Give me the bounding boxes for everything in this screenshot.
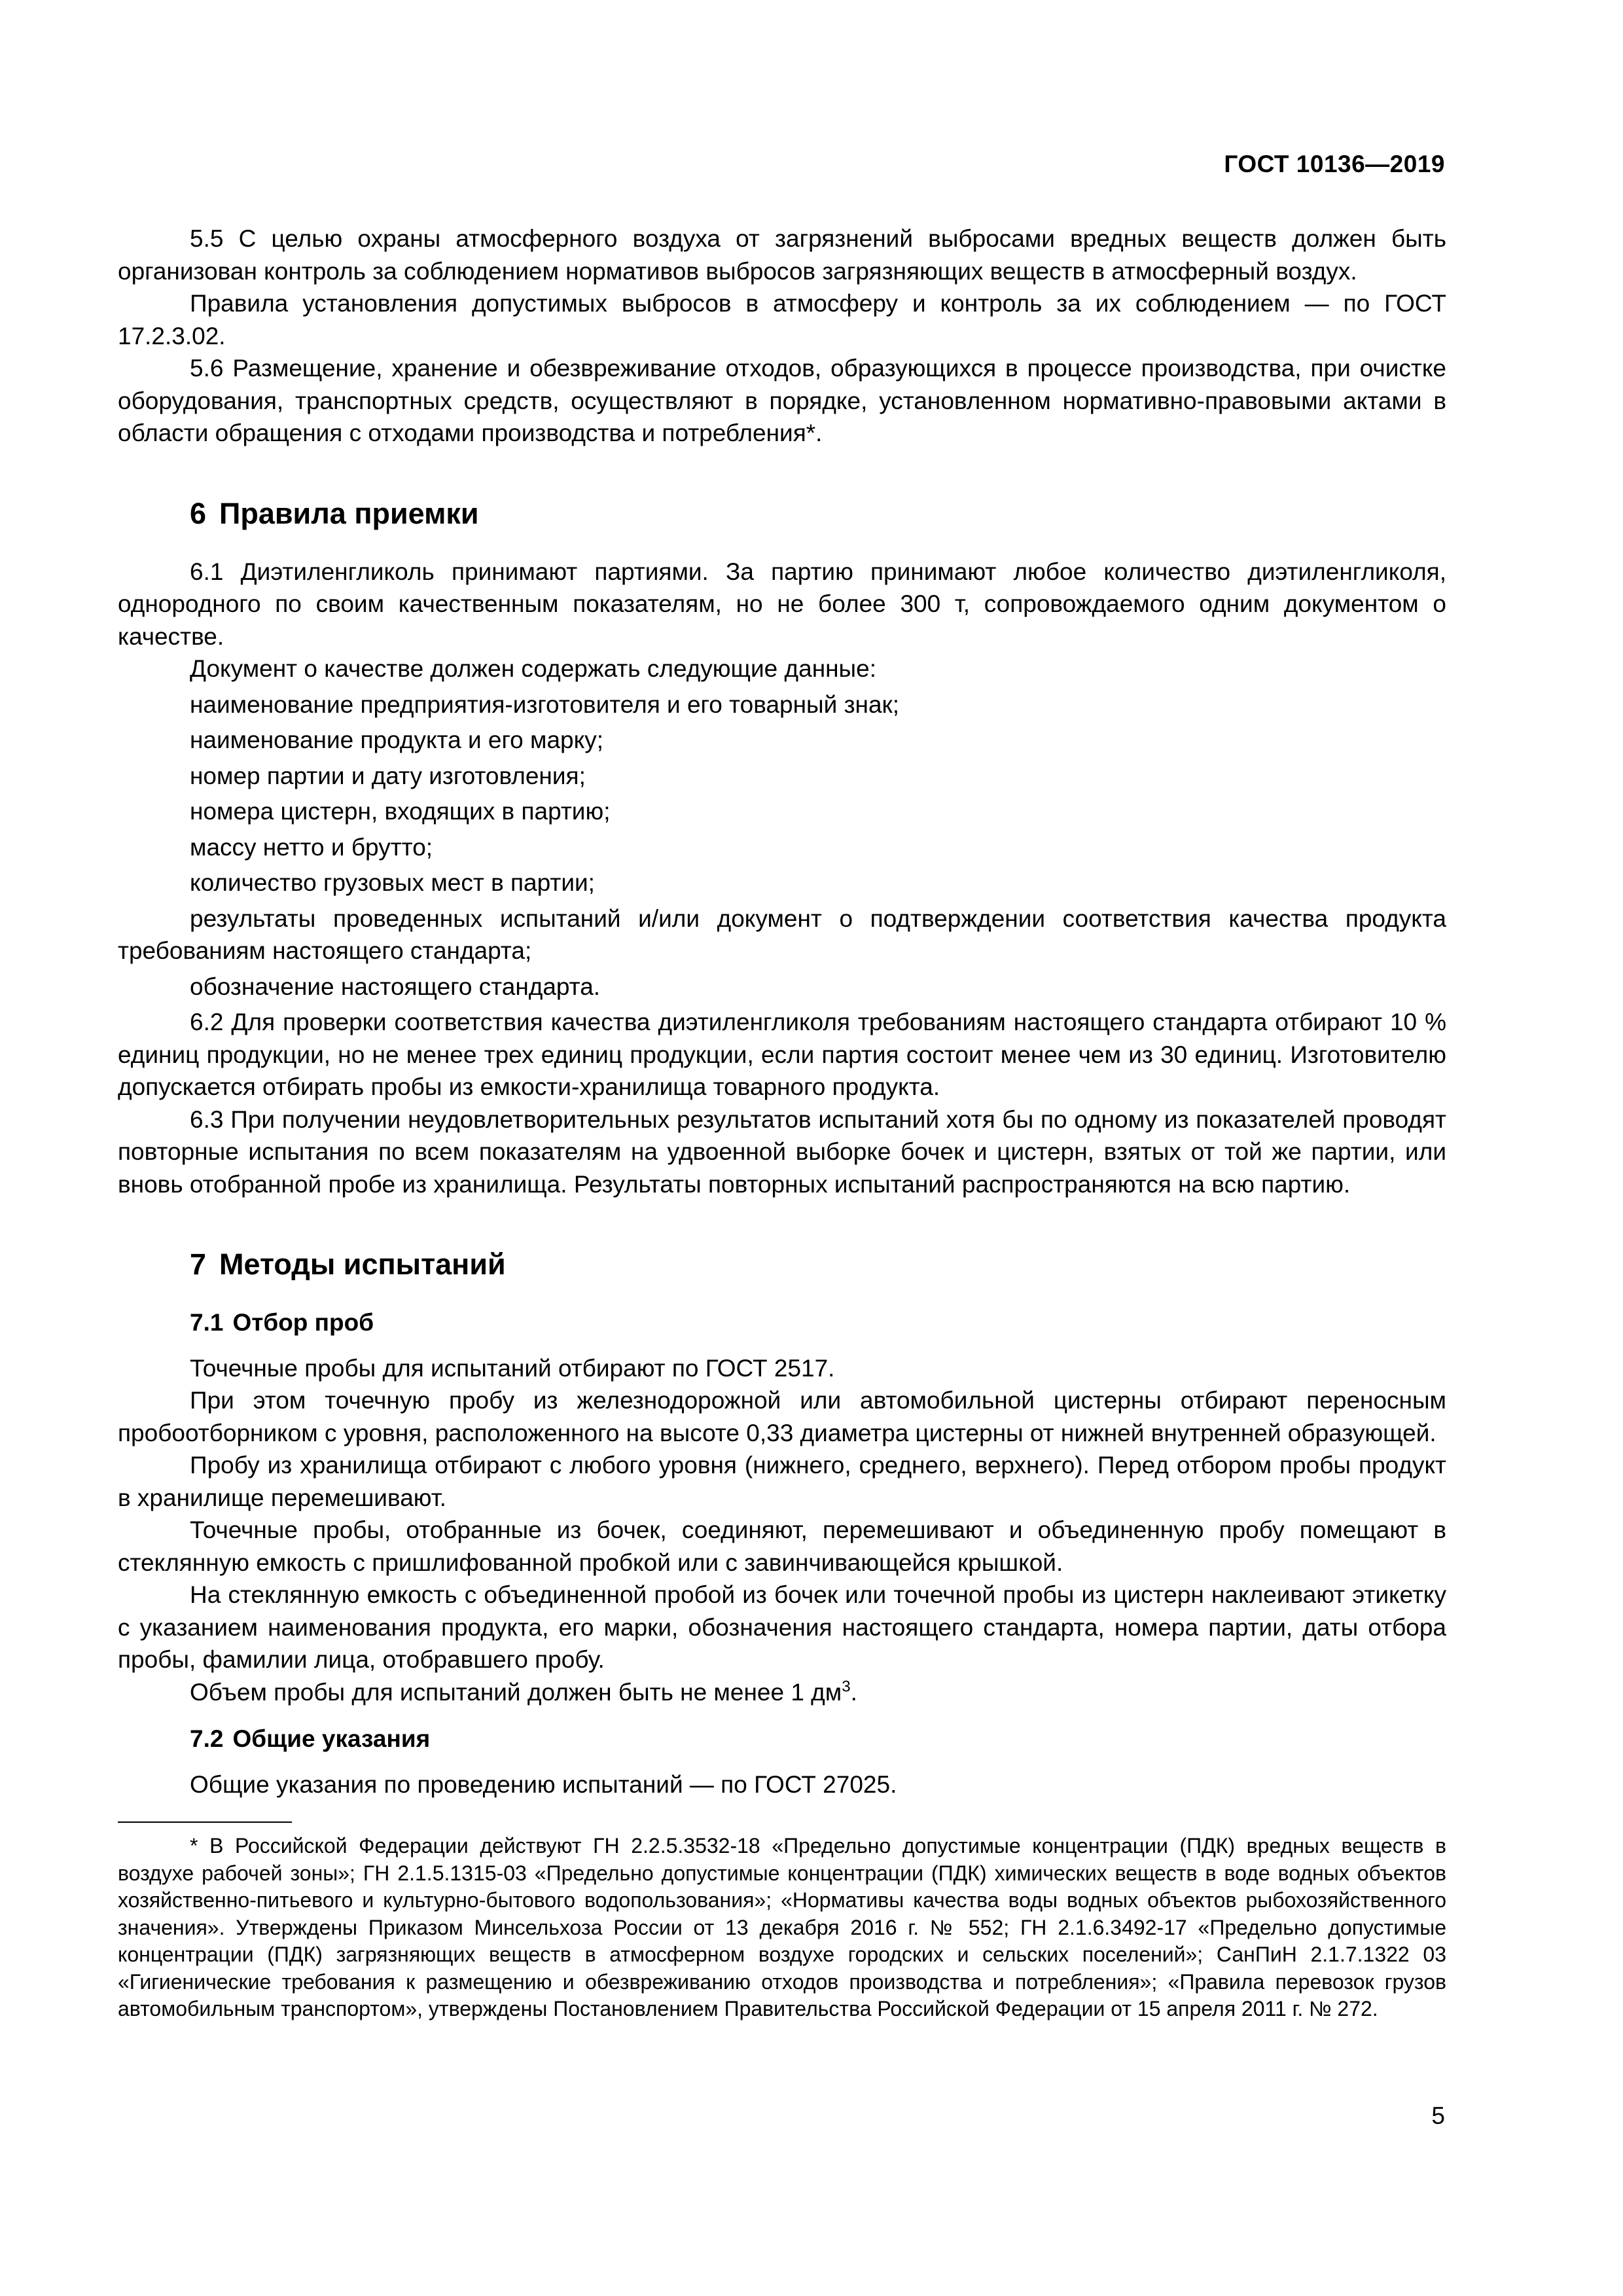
- list-item: наименование предприятия-изготовителя и его товарный знак;: [190, 691, 900, 718]
- list-item: номера цистерн, входящих в партию;: [190, 798, 611, 825]
- list-item: номер партии и дату изготовления;: [190, 762, 586, 789]
- subsection-7-2-number: 7.2: [190, 1725, 224, 1752]
- sampling-paragraph: Пробу из хранилища отбирают с любого уровня (нижнего, среднего, верхнего). Перед отбором пробы продукт в хранилище перемешивают.: [118, 1452, 1446, 1511]
- paragraph-6-3: 6.3 При получении неудовлетворительных результатов испытаний хотя бы по одному из показателей проводят повторные испытания по всем показателям на удвоенной выборке бочек и цистерн, взятых от той же партии, или вновь отобранной пробе из хранилища. Результаты повторных испытаний распространяются на всю партию.: [118, 1105, 1446, 1198]
- sampling-paragraph: На стеклянную емкость с объединенной пробой из бочек или точечной пробы из цистерн наклеивают этикетку с указанием наименования продукта, его марки, обозначения настоящего стандарта, номера партии, даты отбора пробы, фамилии лица, отобравшего пробу.: [118, 1581, 1446, 1673]
- quality-document-list: [118, 653, 1446, 1003]
- footnote: * В Российской Федерации действуют ГН 2.2.5.3532-18 «Предельно допустимые концентрации (ПДК) вредных веществ в воздухе рабочей зоны»; ГН 2.1.5.1315-03 «Предельно допустимые концентрации (ПДК) химических веществ в воде водных объектов хозяйственно-питьевого и культурно-бытового водопользования»; «Нормативы качества воды водных объектов рыбохозяйственного значения». Утверждены Приказом Минсельхоза России от 13 декабря 2016 г. № 552; ГН 2.1.6.3492-17 «Предельно допустимые концентрации (ПДК) загрязняющих веществ в атмосферном воздухе городских и сельских поселений»; СанПиН 2.1.7.1322 03 «Гигиенические требования к размещению и обезвреживанию отходов производства и потребления»; «Правила перевозок грузов автомобильным транспортом», утверждены Постановлением Правительства Российской Федерации от 15 апреля 2011 г. № 272.: [118, 1834, 1446, 2020]
- sampling-paragraph: При этом точечную пробу из железнодорожной или автомобильной цистерны отбирают переносным пробоотборником с уровня, расположенного на высоте 0,33 диаметра цистерны от нижней внутренней образующей.: [118, 1387, 1446, 1446]
- subsection-7-1-title: Отбор проб: [232, 1309, 374, 1336]
- main-content: [118, 223, 1446, 1801]
- paragraph-5-5: 5.5 С целью охраны атмосферного воздуха от загрязнений выбросами вредных веществ должен быть организован контроль за соблюдением нормативов выбросов загрязняющих веществ в атмосферный воздух.: [118, 225, 1446, 285]
- document-code: ГОСТ 10136—2019: [1224, 151, 1445, 177]
- sample-volume-end: .: [850, 1678, 857, 1706]
- subsection-7-1-number: 7.1: [190, 1309, 224, 1336]
- sample-volume-text: Объем пробы для испытаний должен быть не менее 1 дм: [190, 1678, 842, 1706]
- section-6-number: 6: [190, 496, 207, 530]
- subsection-7-2-heading: [118, 1723, 1446, 1755]
- subsection-7-2-title: Общие указания: [232, 1725, 431, 1752]
- section-7-title: Методы испытаний: [219, 1247, 506, 1281]
- general-instructions-paragraph: Общие указания по проведению испытаний — по ГОСТ 27025.: [190, 1770, 897, 1798]
- sampling-paragraph: Точечные пробы для испытаний отбирают по ГОСТ 2517.: [190, 1354, 835, 1382]
- sample-volume-exponent: 3: [842, 1677, 851, 1696]
- section-6-title: Правила приемки: [219, 496, 479, 530]
- list-item: обозначение настоящего стандарта.: [190, 973, 601, 1000]
- quality-document-intro: Документ о качестве должен содержать следующие данные:: [190, 655, 877, 682]
- list-item: результаты проведенных испытаний и/или документ о подтверждении соответствия качества продукта требованиям настоящего стандарта;: [118, 905, 1446, 964]
- footnote-divider: [118, 1821, 292, 1823]
- section-7-number: 7: [190, 1247, 207, 1281]
- list-item: массу нетто и брутто;: [190, 833, 433, 861]
- paragraph-5-6: 5.6 Размещение, хранение и обезвреживание отходов, образующихся в процессе производства, при очистке оборудования, транспортных средств, осуществляют в порядке, установленном нормативно-правовыми актами в области обращения с отходами производства и потребления*.: [118, 355, 1446, 446]
- sample-volume-paragraph: [118, 1676, 1446, 1709]
- paragraph-5-5-rules: Правила установления допустимых выбросов в атмосферу и контроль за их соблюдением — по ГОСТ 17.2.3.02.: [118, 290, 1446, 350]
- list-item: количество грузовых мест в партии;: [190, 869, 595, 896]
- list-item: наименование продукта и его марку;: [190, 726, 603, 753]
- subsection-7-1-heading: [118, 1306, 1446, 1339]
- paragraph-6-2: 6.2 Для проверки соответствия качества диэтиленгликоля требованиям настоящего стандарта отбирают 10 % единиц продукции, но не менее трех единиц продукции, если партия состоит менее чем из 30 единиц. Изготовителю допускается отбирать пробы из емкости-хранилища товарного продукта.: [118, 1009, 1446, 1100]
- section-7-heading: [118, 1245, 1446, 1284]
- page-number: 5: [1431, 2102, 1445, 2129]
- sampling-paragraph: Точечные пробы, отобранные из бочек, соединяют, перемешивают и объединенную пробу помещают в стеклянную емкость с пришлифованной пробкой или с завинчивающейся крышкой.: [118, 1516, 1446, 1576]
- section-6-heading: [118, 494, 1446, 533]
- paragraph-6-1: 6.1 Диэтиленгликоль принимают партиями. За партию принимают любое количество диэтиленгликоля, однородного по своим качественным показателям, но не более 300 т, сопровождаемого одним документом о качестве.: [118, 558, 1446, 650]
